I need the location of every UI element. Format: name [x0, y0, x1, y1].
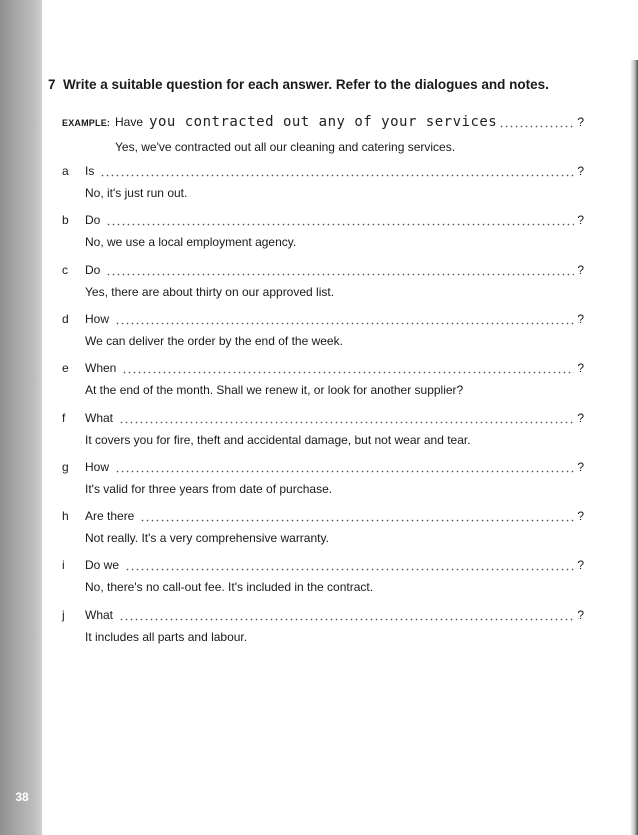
item-letter: j [62, 608, 65, 622]
answer-e: At the end of the month. Shall we renew it, or look for another supplier? [85, 383, 464, 397]
answer-d: We can deliver the order by the end of the week. [85, 334, 343, 348]
answer-dots[interactable] [122, 362, 574, 374]
exercise-heading [48, 76, 568, 94]
question-mark: ? [577, 164, 584, 178]
example-answer: Yes, we've contracted out all our cleaning and catering services. [115, 140, 456, 154]
item-prompt: When [85, 361, 117, 375]
exercise-instruction: Write a suitable question for each answer. Refer to the dialogues and notes. [63, 77, 549, 92]
answer-dots[interactable] [100, 165, 574, 177]
question-mark: ? [577, 608, 584, 622]
answer-j: It includes all parts and labour. [85, 630, 248, 644]
question-mark: ? [577, 509, 584, 523]
example-handwritten-answer: you contracted out any of your services [149, 114, 498, 130]
answer-g: It's valid for three years from date of purchase. [85, 482, 333, 496]
item-letter: g [62, 460, 69, 474]
item-letter: d [62, 312, 69, 326]
answer-a: No, it's just run out. [85, 186, 188, 200]
answer-f: It covers you for fire, theft and accidental damage, but not wear and tear. [85, 433, 471, 447]
item-prompt: How [85, 460, 110, 474]
example-label: EXAMPLE: [62, 118, 111, 128]
answer-i: No, there's no call-out fee. It's included in the contract. [85, 580, 374, 594]
question-mark: ? [577, 312, 584, 326]
question-line-g [62, 458, 584, 476]
item-letter: b [62, 213, 69, 227]
exercise-number: 7 [48, 77, 56, 92]
example-prompt: Have [115, 115, 144, 129]
item-letter: i [62, 558, 65, 572]
question-line-h [62, 507, 584, 525]
answer-h: Not really. It's a very comprehensive warranty. [85, 531, 329, 545]
question-line-a [62, 162, 584, 180]
item-prompt: Do we [85, 558, 120, 572]
item-prompt: Are there [85, 509, 135, 523]
answer-dots [499, 116, 574, 128]
question-line-i [62, 556, 584, 574]
page-side-strip [0, 0, 42, 835]
answer-dots[interactable] [106, 214, 574, 226]
answer-dots[interactable] [125, 559, 574, 571]
item-prompt: What [85, 411, 114, 425]
item-prompt: Is [85, 164, 95, 178]
answer-c: Yes, there are about thirty on our approved list. [85, 285, 335, 299]
question-line-f [62, 409, 584, 427]
item-letter: f [62, 411, 66, 425]
item-letter: c [62, 263, 68, 277]
question-mark: ? [577, 213, 584, 227]
question-mark: ? [577, 411, 584, 425]
question-mark: ? [577, 460, 584, 474]
answer-dots[interactable] [115, 313, 574, 325]
item-prompt: Do [85, 213, 101, 227]
answer-b: No, we use a local employment agency. [85, 235, 297, 249]
question-mark: ? [577, 361, 584, 375]
answer-dots[interactable] [106, 264, 574, 276]
item-prompt: How [85, 312, 110, 326]
question-mark: ? [577, 115, 584, 129]
question-line-c [62, 261, 584, 279]
question-line-d [62, 310, 584, 328]
answer-dots[interactable] [115, 461, 574, 473]
question-line-b [62, 211, 584, 229]
item-letter: h [62, 509, 69, 523]
question-mark: ? [577, 263, 584, 277]
page-number: 38 [15, 790, 29, 804]
answer-dots[interactable] [119, 609, 574, 621]
question-line-e [62, 359, 584, 377]
item-prompt: What [85, 608, 114, 622]
question-mark: ? [577, 558, 584, 572]
example-line [62, 113, 584, 131]
answer-dots[interactable] [119, 412, 574, 424]
question-line-j [62, 606, 584, 624]
binding-shadow [630, 60, 638, 835]
item-prompt: Do [85, 263, 101, 277]
item-letter: a [62, 164, 69, 178]
answer-dots[interactable] [140, 510, 574, 522]
item-letter: e [62, 361, 69, 375]
